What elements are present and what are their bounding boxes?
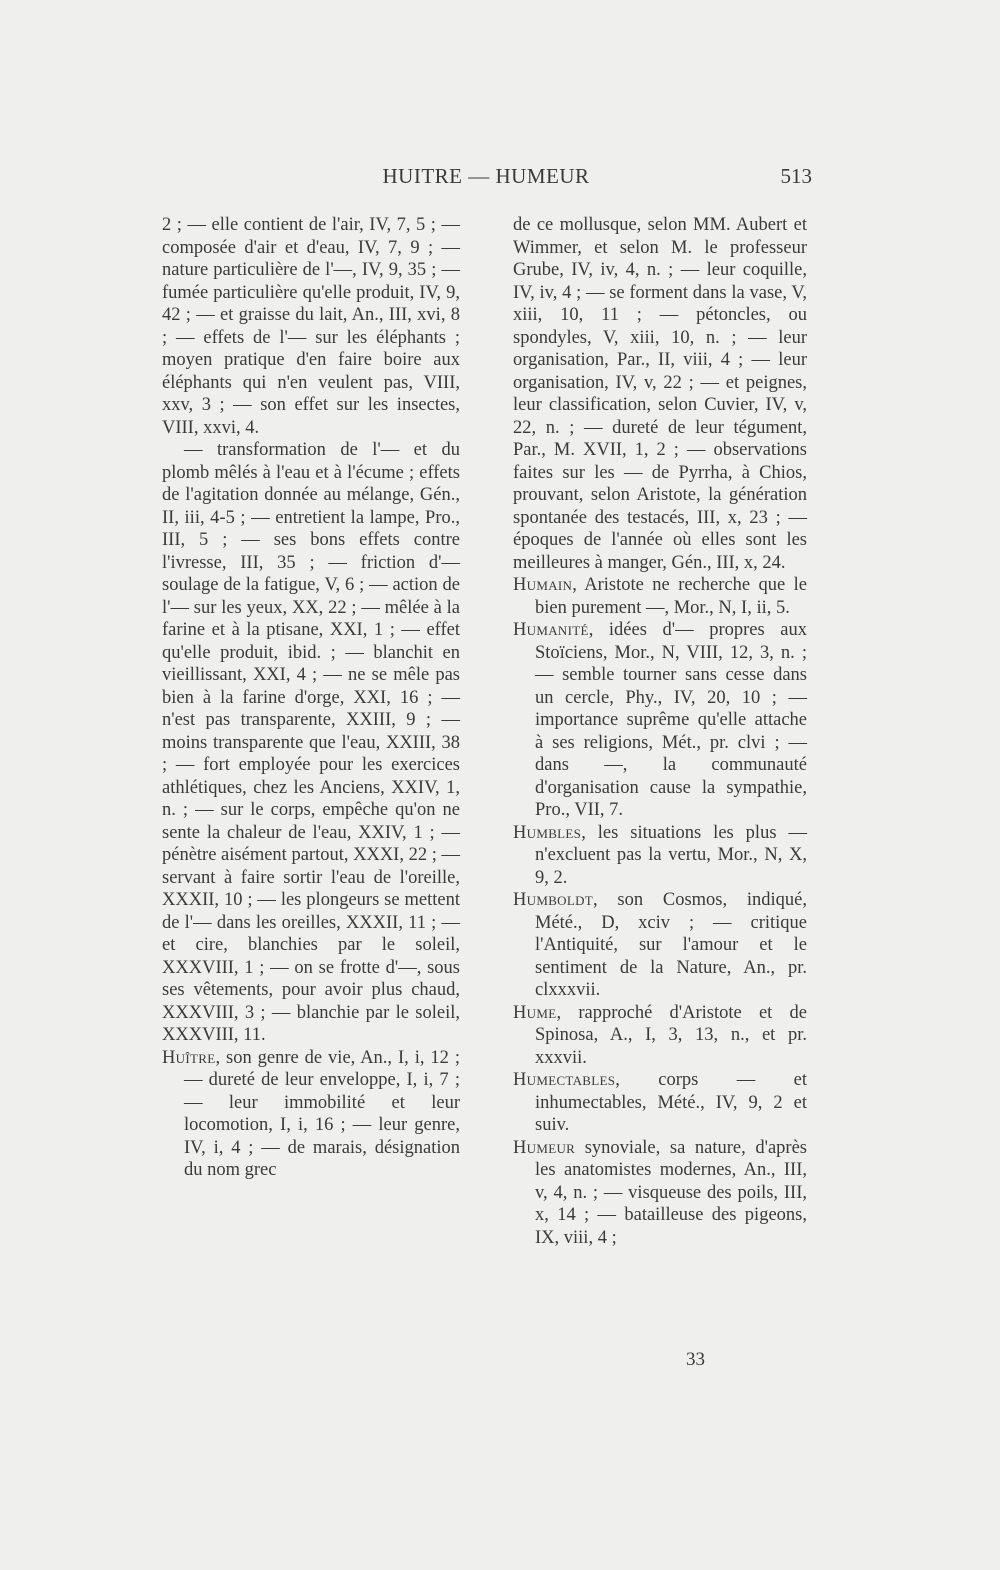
entry-continuation: 2 ; — elle contient de l'air, IV, 7, 5 ; — composée d'air et d'eau, IV, 7, 9 ; — nature particulière de l'—, IV, 9, 35 ; — fumée particulière qu'elle produit, IV, 9, 42 ; — et graisse du lait, An., III, xvi, 8 ; — effets de l'— sur les éléphants ; moyen pratique d'en faire boire aux éléphants qui n'en veulent pas, VIII, xxv, 3 ; — son effet sur les insectes, VIII, xxvi, 4.	[162, 215, 460, 438]
entry-text: , son genre de vie, An., I, i, 12 ; — dureté de leur enveloppe, I, i, 7 ; — leur immobilité et leur locomotion, I, i, 16 ; — leur genre, IV, i, 4 ; — de marais, désignation du nom grec	[184, 1047, 460, 1180]
right-column	[513, 214, 807, 1249]
index-entry-humboldt	[513, 889, 807, 1002]
entry-continuation: de ce mollusque, selon MM. Aubert et Wimmer, et selon M. le professeur Grube, IV, iv, 4, n. ; — leur coquille, IV, iv, 4 ; — se forment dans la vase, V, xiii, 10, 11 ; — pétoncles, ou spondyles, V, xiii, 10, n. ; — leur organisation, Par., II, viii, 4 ; — leur organisation, IV, v, 22 ; — et peignes, leur classification, selon Cuvier, IV, v, 22, n. ; — dureté de leur tégument, Par., M. XVII, 1, 2 ; — observations faites sur les — de Pyrrha, à Chios, prouvant, selon Aristote, la génération spontanée des testacés, III, x, 23 ; — époques de l'année où elles sont les meilleures à manger, Gén., III, x, 24.	[513, 215, 807, 573]
index-entry-humeur	[513, 1137, 807, 1250]
entry-text: , Aristote ne recherche que le bien purement —, Mor., N, I, ii, 5.	[535, 575, 807, 618]
entry-headword: Humeur	[513, 1137, 576, 1158]
entry-text: , son Cosmos, indiqué, Mété., D, xciv ; — critique l'Antiquité, sur l'amour et le sentiment de la Nature, An., pr. clxxxvii.	[535, 890, 807, 1000]
entry-headword: Humboldt	[513, 890, 594, 910]
entry-text: , idées d'— propres aux Stoïciens, Mor., N, VIII, 12, 3, n. ; — semble tourner sans cesse dans un cercle, Phy., IV, 20, 10 ; — importance suprême qu'elle attache à ses religions, Mét., pr. clvi ; — dans —, la communauté d'organisation cause la sympathie, Pro., VII, 7.	[535, 620, 807, 820]
entry-headword: Huître	[162, 1047, 216, 1068]
entry-headword: Humectables	[513, 1070, 616, 1090]
index-entry-huitre	[162, 1047, 460, 1182]
index-entry-humain	[513, 574, 807, 619]
entry-text: , les situations les plus — n'excluent pas la vertu, Mor., N, X, 9, 2.	[535, 822, 807, 888]
signature-folio: 33	[686, 1349, 705, 1370]
entry-text: , corps — et inhumectables, Mété., IV, 9, 2 et suiv.	[535, 1070, 807, 1135]
index-entry-humbles	[513, 822, 807, 890]
index-entry-hume	[513, 1002, 807, 1070]
entry-text: , rapproché d'Aristote et de Spinosa, A., I, 3, 13, n., et pr. xxxvii.	[535, 1002, 807, 1068]
page-number: 513	[780, 164, 812, 188]
index-entry-humectables	[513, 1069, 807, 1137]
entry-paragraph: — transformation de l'— et du plomb mêlés à l'eau et à l'écume ; effets de l'agitation donnée au mélange, Gén., II, iii, 4-5 ; — entretient la lampe, Pro., III, 5 ; — ses bons effets contre l'ivresse, III, 35 ; — friction d'— soulage de la fatigue, V, 6 ; — action de l'— sur les yeux, XX, 22 ; — mêlée à la farine et à la ptisane, XXI, 1 ; — effet qu'elle produit, ibid. ; — blanchit en vieillissant, XXI, 4 ; — ne se mêle pas bien à la farine d'orge, XXI, 16 ; — n'est pas transparente, XXIII, 9 ; — moins transparente que l'eau, XXIII, 38 ; — fort employée pour les exercices athlétiques, chez les Anciens, XXIV, 1, n. ; — sur le corps, empêche qu'on ne sente la chaleur de l'eau, XXIV, 1 ; — pénètre aisément partout, XXXI, 22 ; — servant à faire sortir l'eau de l'oreille, XXXII, 10 ; — les plongeurs se mettent de l'— dans les oreilles, XXXII, 11 ; — et cire, blanchies par le soleil, XXXVIII, 1 ; — on se frotte d'—, sous ses vêtements, pour avoir plus chaud, XXXVIII, 3 ; — blanchie par le soleil, XXXVIII, 11.	[162, 440, 460, 1045]
entry-headword: Hume	[513, 1002, 557, 1023]
entry-text: synoviale, sa nature, d'après les anatomistes modernes, An., III, v, 4, n. ; — visqueuse des poils, III, x, 14 ; — batailleuse des pigeons, IX, viii, 4 ;	[535, 1137, 807, 1248]
left-column	[162, 214, 460, 1182]
index-entry-humanite	[513, 619, 807, 822]
running-head	[160, 164, 812, 194]
running-title: HUITRE — HUMEUR	[382, 164, 590, 188]
entry-headword: Humain	[513, 575, 573, 595]
entry-headword: Humbles	[513, 822, 582, 843]
entry-headword: Humanité	[513, 620, 589, 640]
